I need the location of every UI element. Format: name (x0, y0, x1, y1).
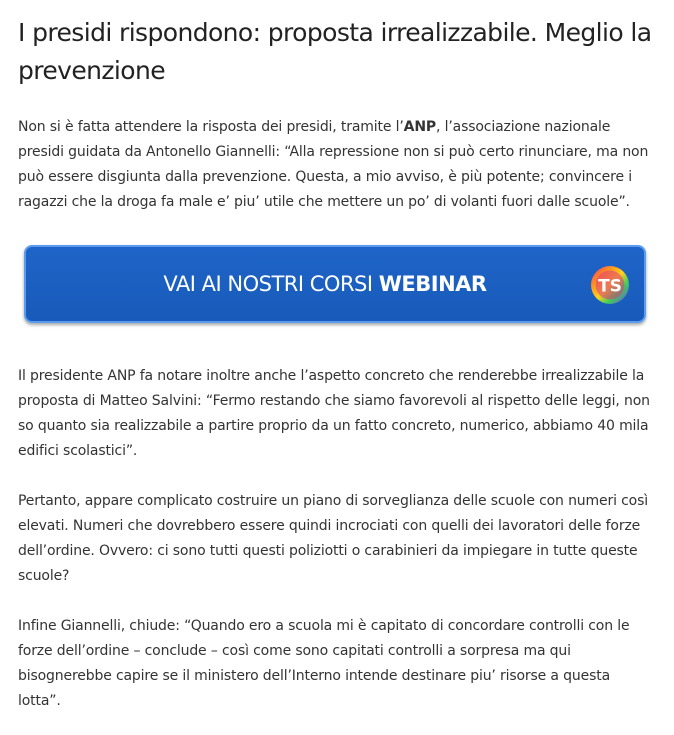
anp-strong: ANP (403, 119, 437, 135)
paragraph-text: Non si è fatta attendere la risposta dei presidi, tramite l’ (18, 119, 404, 135)
banner-wrapper (18, 245, 656, 323)
paragraph-giannelli-closing: Infine Giannelli, chiude: “Quando ero a scuola mi è capitato di concordare controlli con le forze dell’ordine – conclude – così come sono capitati controlli a sorpresa ma qui bisognerebbe capire se il ministero dell’Interno intende destinare piu’ risorse a questa lotta”. (18, 618, 630, 709)
webinar-banner-button[interactable] (24, 245, 646, 323)
paragraph-text: , l’associazione nazionale presidi guidata da Antonello Giannelli: “Alla repressione non si può certo rinunciare, ma non può essere disgiunta dalla prevenzione. Questa, a mio avviso, è più potente; convincere i ragazzi che la droga fa male e’ piu’ utile che mettere un po’ di volanti fuori dalle scuole”. (18, 119, 649, 210)
banner-text: VAI AI NOSTRI CORSI (163, 272, 379, 296)
ts-logo-text: TS (598, 276, 622, 297)
article-headline: I presidi rispondono: proposta irrealizzabile. Meglio la prevenzione (18, 18, 652, 85)
banner-strong-text: WEBINAR (378, 272, 487, 296)
banner-label (163, 272, 486, 296)
paragraph-anp-response (18, 115, 656, 215)
paragraph-anp-concrete: Il presidente ANP fa notare inoltre anche l’aspetto concreto che renderebbe irrealizzabile la proposta di Matteo Salvini: “Fermo restando che siamo favorevoli al rispetto delle leggi, non so quanto sia realizzabile a partire proprio da un fatto concreto, numerico, abbiamo 40 mila edifici scolastici”. (18, 368, 650, 459)
paragraph-surveillance: Pertanto, appare complicato costruire un piano di sorveglianza delle scuole con numeri così elevati. Numeri che dovrebbero essere quindi incrociati con quelli dei lavoratori delle forze dell’ordine. Ovvero: ci sono tutti questi poliziotti o carabinieri da impiegare in tutte queste scuole? (18, 493, 648, 584)
ts-logo-icon (590, 265, 630, 305)
